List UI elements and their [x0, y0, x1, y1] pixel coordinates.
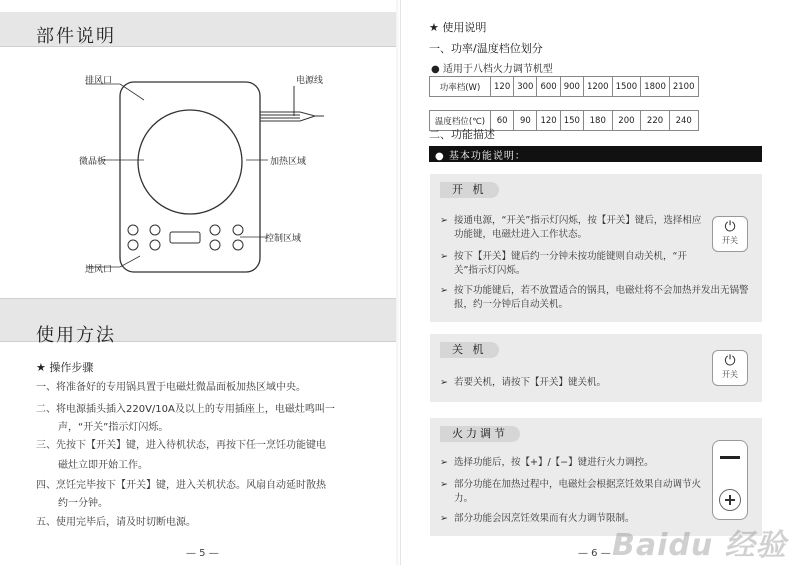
step-2: 二、将电源插头插入220V/10A及以上的专用插座上，电磁灶鸣叫一 [36, 404, 335, 415]
power-button-illustration: ⏻ 开关 [712, 350, 748, 386]
step-4: 四、烹饪完毕按下【开关】键，进入关机状态。风扇自动延时散热 [36, 480, 326, 491]
section-header-usage [0, 298, 400, 346]
arrow-bullet-icon: ➢ [440, 285, 448, 296]
list-item: ➢ 按下【开关】键后约一分钟未按功能键则自动关机，“开关”指示灯闪烁。 [440, 251, 687, 276]
level-table [429, 76, 699, 131]
subheading-functions: 二、功能描述 [429, 128, 495, 141]
basic-functions-bar [429, 146, 762, 162]
power-cell: 1200 [583, 77, 612, 97]
power-adjust-illustration [712, 440, 748, 520]
power-row-label: 功率档(W) [430, 77, 491, 97]
temp-cell: 120 [537, 111, 560, 131]
power-cell: 600 [537, 77, 560, 97]
card-title-power-adjust: 火力调节 [440, 426, 520, 442]
arrow-bullet-icon: ➢ [440, 457, 448, 468]
section-title-parts: 部件说明 [36, 26, 116, 47]
step-3: 三、先按下【开关】键，进入待机状态，再按下任一烹饪功能键电 [36, 440, 326, 451]
arrow-bullet-icon: ➢ [440, 377, 448, 388]
list-item: ➢ 选择功能后，按【+】/【−】键进行火力调控。 [440, 457, 654, 468]
card-title-power-off: 关 机 [440, 342, 499, 358]
section-header-parts [0, 12, 400, 47]
label-heating-zone: 加热区域 [270, 157, 307, 167]
label-intake: 进风口 [85, 265, 113, 275]
list-item: ➢ 部分功能会因烹饪效果而有火力调节限制。 [440, 513, 635, 524]
basic-functions-label: ● 基本功能说明： [435, 151, 526, 162]
list-item: ➢ 按下功能键后，若不放置适合的锅具，电磁灶将不会加热并发出无锅警报，约一分钟后自动关机。 [440, 285, 749, 310]
label-control-zone: 控制区域 [265, 234, 302, 244]
card-title-power-on: 开 机 [440, 182, 499, 198]
arrow-bullet-icon: ➢ [440, 479, 448, 490]
label-glass-panel: 微晶板 [79, 157, 107, 167]
power-icon: ⏻ [724, 353, 736, 369]
power-cell: 1800 [641, 77, 670, 97]
baidu-watermark: Baidu 经验 [612, 528, 787, 563]
subheading-levels: 一、功率/温度档位划分 [429, 42, 543, 55]
page-number-5: — 5 — [186, 548, 219, 559]
label-exhaust: 排风口 [85, 76, 113, 86]
card-power-off [430, 334, 762, 402]
step-4-cont: 约一分钟。 [58, 498, 108, 509]
step-2-cont: 声，“开关”指示灯闪烁。 [58, 422, 169, 433]
card-power-adjust [430, 418, 762, 536]
power-cell: 2100 [669, 77, 698, 97]
step-1: 一、将准备好的专用锅具置于电磁灶微晶面板加热区域中央。 [36, 382, 306, 393]
usage-heading: ★ 使用说明 [429, 21, 487, 34]
power-cell: 300 [514, 77, 537, 97]
temp-cell: 150 [560, 111, 583, 131]
power-cell: 1500 [612, 77, 641, 97]
cooktop-diagram [60, 60, 360, 285]
power-icon: ⏻ [724, 219, 736, 235]
temp-cell: 240 [669, 111, 698, 131]
table-row-power [430, 77, 699, 97]
temp-cell: 180 [583, 111, 612, 131]
arrow-bullet-icon: ➢ [440, 215, 448, 226]
arrow-bullet-icon: ➢ [440, 513, 448, 524]
list-item: ➢ 部分功能在加热过程中，电磁灶会根据烹饪效果自动调节火力。 [440, 479, 702, 504]
label-power-cord: 电源线 [296, 76, 324, 86]
temp-cell: 90 [514, 111, 537, 131]
temp-cell: 60 [491, 111, 514, 131]
power-cell: 900 [560, 77, 583, 97]
card-power-on [430, 174, 762, 322]
power-button-illustration: ⏻ 开关 [712, 216, 748, 252]
power-cord [260, 86, 324, 121]
heating-circle [138, 110, 242, 214]
temp-row-label: 温度档位(℃) [430, 111, 491, 131]
step-5: 五、使用完毕后，请及时切断电源。 [36, 517, 196, 528]
step-3-cont: 磁灶立即开始工作。 [58, 460, 148, 471]
power-cell: 120 [491, 77, 514, 97]
steps-title: ★ 操作步骤 [36, 361, 94, 374]
page-number-6: — 6 — [578, 548, 611, 559]
list-item: ➢ 若要关机，请按下【开关】键关机。 [440, 377, 607, 388]
temp-cell: 200 [612, 111, 641, 131]
minus-icon [720, 456, 740, 459]
plus-icon [719, 489, 741, 511]
arrow-bullet-icon: ➢ [440, 251, 448, 262]
list-item: ➢ 接通电源，“开关”指示灯闪烁，按【开关】键后，选择相应功能键，电磁灶进入工作状态。 [440, 215, 702, 240]
eight-level-note: ● 适用于八档火力调节机型 [431, 64, 553, 75]
section-title-usage: 使用方法 [36, 325, 116, 346]
temp-cell: 220 [641, 111, 670, 131]
